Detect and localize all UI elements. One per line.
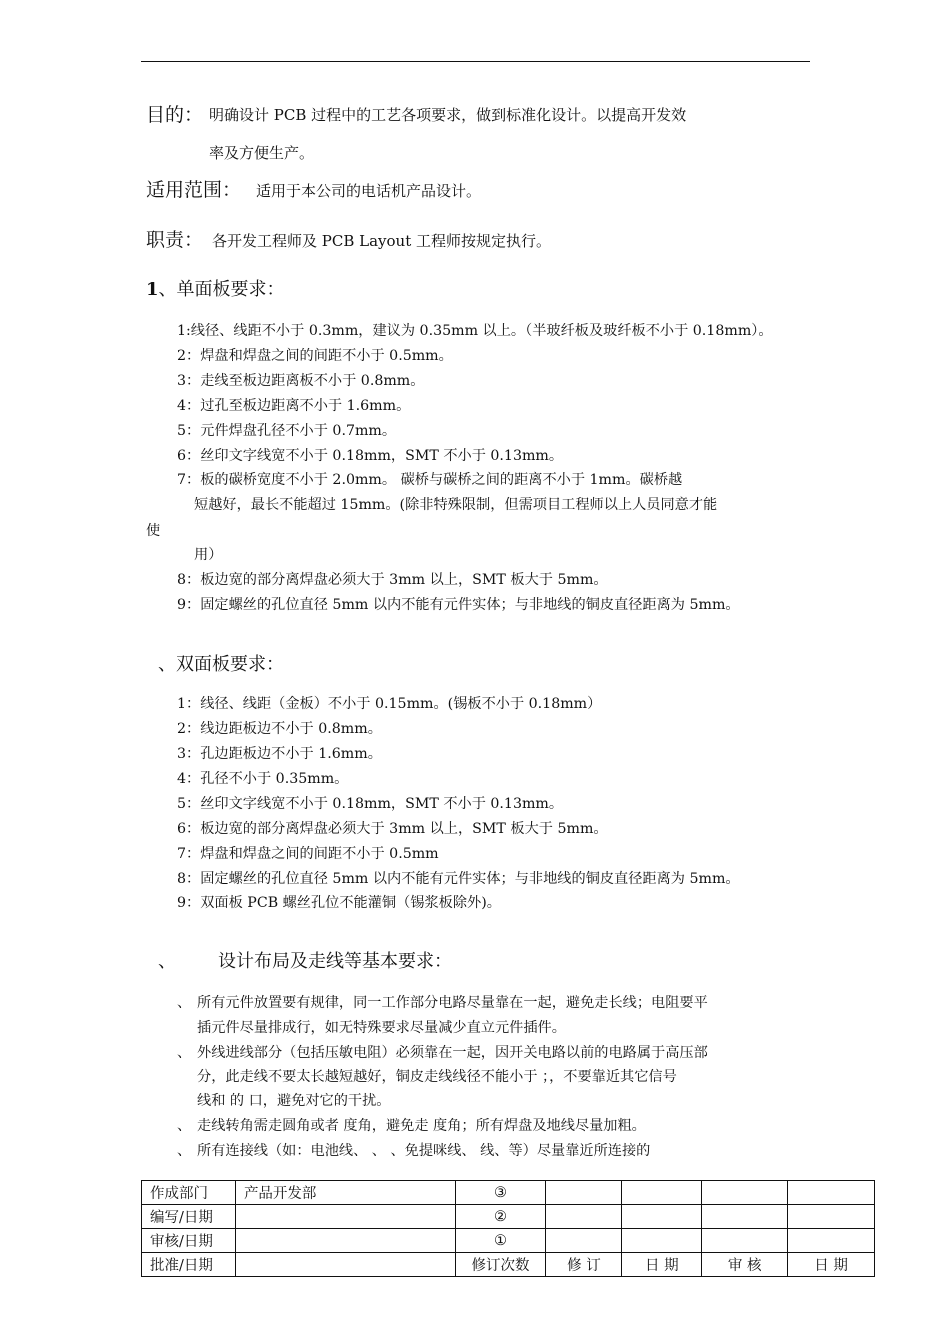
purpose-text-line2: 率及方便生产。: [209, 144, 315, 162]
scope-label: 适用范围：: [146, 179, 242, 201]
duty-text: 各开发工程师及 PCB Layout 工程师按规定执行。: [212, 232, 551, 250]
header-date: 日 期: [788, 1253, 875, 1277]
bullet-mark: 、: [177, 1118, 192, 1134]
table-row: [142, 1181, 875, 1205]
row-label: 编写/日期: [142, 1205, 236, 1229]
revision-number: ③: [455, 1181, 546, 1205]
list-item: 5：丝印文字线宽不小于 0.18mm，SMT 不小于 0.13mm。: [177, 796, 564, 812]
list-item: 3：孔边距板边不小于 1.6mm。: [177, 746, 382, 762]
header-revision-count: 修订次数: [455, 1253, 546, 1277]
list-item: 1:线径、线距不小于 0.3mm，建议为 0.35mm 以上。（半玻纤板及玻纤板不小于 0.18mm）。: [177, 323, 773, 339]
list-item: 2：焊盘和焊盘之间的间距不小于 0.5mm。: [177, 348, 453, 364]
list-item: 3：走线至板边距离板不小于 0.8mm。: [177, 373, 425, 389]
bullet-text: 所有连接线（如：电池线、 、 、免提咪线、 线、等）尽量靠近所连接的: [197, 1143, 651, 1159]
revision-number: ②: [455, 1205, 546, 1229]
list-item: 9：双面板 PCB 螺丝孔位不能灌铜（锡浆板除外)。: [177, 895, 501, 911]
empty-cell: [622, 1229, 702, 1253]
section1-title: 、单面板要求：: [158, 279, 285, 300]
empty-cell: [702, 1229, 788, 1253]
list-item: 8：固定螺丝的孔位直径 5mm 以内不能有元件实体；与非地线的铜皮直径距离为 5mm。: [177, 871, 740, 887]
table-row: [142, 1229, 875, 1253]
bullet-text: 外线进线部分（包括压敏电阻）必须靠在一起，因开关电路以前的电路属于高压部: [197, 1045, 708, 1061]
row-label: 批准/日期: [142, 1253, 236, 1277]
header-rule: [141, 61, 810, 62]
empty-cell: [546, 1205, 622, 1229]
empty-cell: [702, 1181, 788, 1205]
section1-heading: [146, 275, 285, 301]
list-item-continuation: 使: [146, 523, 161, 539]
bullet-mark: 、: [177, 1143, 192, 1159]
row-value: [235, 1229, 455, 1253]
row-label: 审核/日期: [142, 1229, 236, 1253]
empty-cell: [702, 1205, 788, 1229]
bullet-text: 线和 的 口，避免对它的干扰。: [197, 1093, 391, 1109]
empty-cell: [546, 1181, 622, 1205]
list-item: 7：板的碳桥宽度不小于 2.0mm。 碳桥与碳桥之间的距离不小于 1mm。碳桥越: [177, 472, 683, 488]
table-row: [142, 1205, 875, 1229]
duty-label: 职责：: [146, 229, 204, 251]
purpose-label: 目的：: [146, 104, 204, 126]
purpose-text-line1: 明确设计 PCB 过程中的工艺各项要求，做到标准化设计。以提高开发效: [209, 106, 687, 124]
list-item: 9：固定螺丝的孔位直径 5mm 以内不能有元件实体；与非地线的铜皮直径距离为 5mm。: [177, 597, 740, 613]
list-item-continuation: 用）: [194, 547, 223, 563]
empty-cell: [788, 1205, 875, 1229]
section3-prefix: 、: [158, 951, 176, 972]
section2-title: 、双面板要求：: [158, 654, 284, 675]
list-item: 2：线边距板边不小于 0.8mm。: [177, 721, 382, 737]
table-row: [142, 1253, 875, 1277]
empty-cell: [788, 1181, 875, 1205]
section3-title: 设计布局及走线等基本要求：: [218, 951, 452, 972]
empty-cell: [622, 1181, 702, 1205]
header-review: 审 核: [702, 1253, 788, 1277]
list-item-continuation: 短越好，最长不能超过 15mm。(除非特殊限制，但需项目工程师以上人员同意才能: [194, 497, 718, 513]
empty-cell: [622, 1205, 702, 1229]
list-item: 1：线径、线距（金板）不小于 0.15mm。(锡板不小于 0.18mm）: [177, 696, 602, 712]
header-revise: 修 订: [546, 1253, 622, 1277]
revision-number: ①: [455, 1229, 546, 1253]
list-item: 6：丝印文字线宽不小于 0.18mm，SMT 不小于 0.13mm。: [177, 448, 564, 464]
empty-cell: [788, 1229, 875, 1253]
list-item: 7：焊盘和焊盘之间的间距不小于 0.5mm: [177, 846, 439, 862]
list-item: 4：过孔至板边距离不小于 1.6mm。: [177, 398, 411, 414]
row-value: [235, 1253, 455, 1277]
bullet-text: 走线转角需走圆角或者 度角，避免走 度角；所有焊盘及地线尽量加粗。: [197, 1118, 646, 1134]
list-item: 6：板边宽的部分离焊盘必须大于 3mm 以上，SMT 板大于 5mm。: [177, 821, 608, 837]
header-date: 日 期: [622, 1253, 702, 1277]
bullet-text: 分，此走线不要太长越短越好，铜皮走线线径不能小于 ；，不要靠近其它信号: [197, 1069, 677, 1085]
scope-text: 适用于本公司的电话机产品设计。: [256, 182, 482, 200]
bullet-mark: 、: [177, 995, 192, 1011]
row-value: [235, 1205, 455, 1229]
list-item: 5：元件焊盘孔径不小于 0.7mm。: [177, 423, 397, 439]
approval-table: [141, 1180, 875, 1277]
row-label: 作成部门: [142, 1181, 236, 1205]
row-value: 产品开发部: [235, 1181, 455, 1205]
bullet-text: 插元件尽量排成行，如无特殊要求尽量减少直立元件插件。: [197, 1020, 566, 1036]
empty-cell: [546, 1229, 622, 1253]
bullet-text: 所有元件放置要有规律，同一工作部分电路尽量靠在一起，避免走长线；电阻要平: [197, 995, 708, 1011]
list-item: 8：板边宽的部分离焊盘必须大于 3mm 以上，SMT 板大于 5mm。: [177, 572, 608, 588]
section1-number: 1: [146, 279, 159, 300]
bullet-mark: 、: [177, 1045, 192, 1061]
list-item: 4：孔径不小于 0.35mm。: [177, 771, 349, 787]
